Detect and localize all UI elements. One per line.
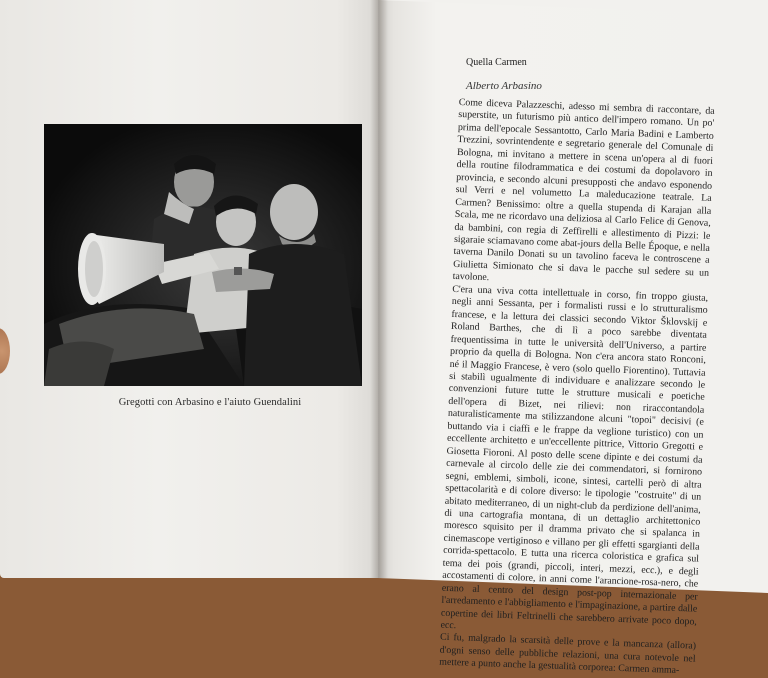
article-author: Alberto Arbasino [466,80,542,92]
photo-scene [44,124,362,386]
photo-caption: Gregotti con Arbasino e l'aiuto Guendalini [118,397,302,408]
article-title: Quella Carmen [466,57,527,68]
photograph [44,124,362,386]
article-body [439,97,715,677]
paragraph: Come diceva Palazzeschi, adesso mi sembra di raccontare, da superstite, un futurismo più antico dell'impero romano. Un po' prima dell'epocale Sessantotto, Carlo Maria Badini e Lamberto Trezzini, sovrintendente e segretario generale del Comunale di Bologna, mi invitano a mettere in scena un'opera al di fuori della routine filodrammatica e dei costumi da dopolavoro in provincia, e secondo alcuni presupposti che andavo esponendo sul Verri e nel volumetto La maleducazione teatrale. La Carmen? Benissimo: oltre a quella stupenda di Karajan alla Scala, me ne ricordavo una deliziosa al Carlo Felice di Genova, da bambini, con regia di Zeffirelli e allestimento di Pizzi: le sigaraie sciamavano come abat-jours della Belle Époque, e nella taverna Danilo Donati su un tavolino faceva le controscene a Giulietta Simionato che si dava le pacche sul sedere su un tavolone. [452,97,715,284]
paragraph: Ci fu, malgrado la scarsità delle prove e la mancanza (allora) d'ogni senso delle pubbliche relazioni, una cura notevole nel mettere a punto anche la gestualità corporea: Carmen amma- [439,632,697,677]
paragraph: C'era una viva cotta intellettuale in corso, fin troppo giusta, negli anni Sessanta, per i formalisti russi e lo strutturalismo francese, e la lettura dei classici secondo Viktor Šklovskij e Roland Barthes, che di lì a poco sarebbe diventata frequentissima in tutte le università dell'Universo, a partire proprio da quella di Bologna. Non c'era ancora stato Ronconi, né il Maggio Francese, è vero (solo quello Fiorentino). Tuttavia si stabilì ugualmente di individuare e analizzare secondo le convenzioni future tutte le strutture musicali e poetiche dell'opera di Bizet, nei rilievi: non riraccontandola naturalisticamente ma stilizzandone alcuni "topoi" decisivi (e buttando via i ciaffi e le frappe da veglione turistico) con un eccellente architetto e un'eccellente pittrice, Vittorio Gregotti e Giosetta Fioroni. Al posto delle scene dipinte e dei costumi da carnevale al circolo delle zie dei commendatori, si fornirono segni, emblemi, simboli, icone, sintesi, cartelli però di altra spettacolarità e di colore diverso: le tipologie "costruite" di un abitato mediterraneo, di un night-club da perdizione dell'anima, di una cartografia montana, di un dettaglio architettonico moresco squisito per il dramma privato che si spalanca in cinemascope vertiginoso e villano per gli effetti sgargianti della corrida-spettacolo. E tutta una ricerca coloristica e grafica sul tema dei pois (grandi, piccoli, interi, mezzi, ecc.), e degli accostamenti di colore, in anni come l'arancione-rosa-nero, che erano al centro del design post-pop internazionale per l'arredamento e l'abbigliamento e l'impaginazione, a partire dalle copertine dei libri Feltrinelli che sarebbero arrivate poco dopo, ecc. [440,283,709,632]
book-gutter [370,0,388,578]
